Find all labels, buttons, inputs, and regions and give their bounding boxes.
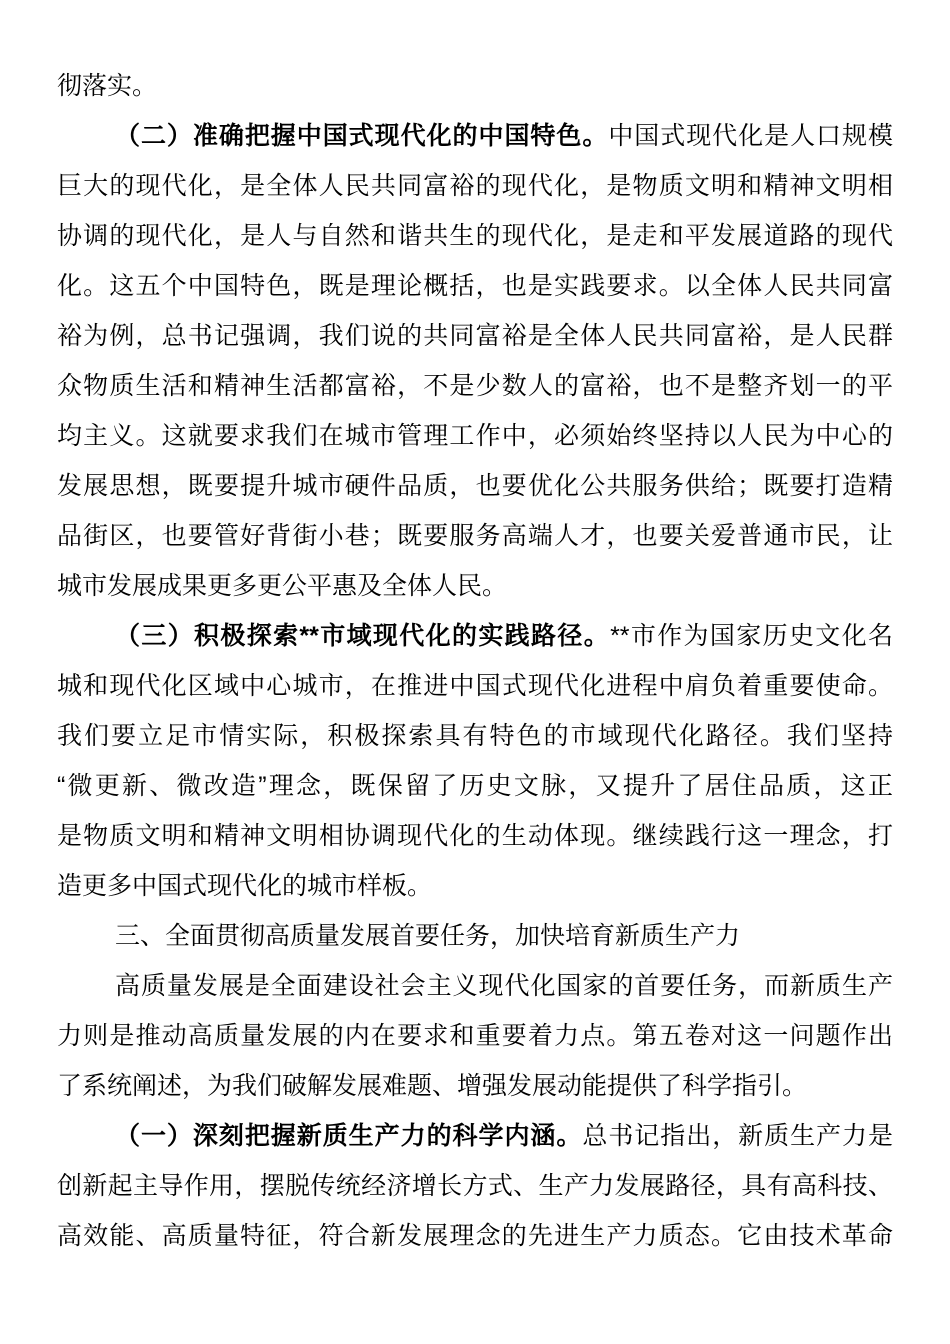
text-segment: 协调的现代化，是人与自然和谐共生的现代化，是走和平发展道路的现代 bbox=[57, 222, 893, 250]
text-segment: 彻落实。 bbox=[57, 72, 158, 100]
text-segment: 高质量发展是全面建设社会主义现代化国家的首要任务，而新质生产 bbox=[115, 972, 893, 1000]
text-segment: 城和现代化区域中心城市，在推进中国式现代化进程中肩负着重要使命。 bbox=[57, 672, 893, 700]
text-segment: 创新起主导作用，摆脱传统经济增长方式、生产力发展路径，具有高科技、 bbox=[57, 1172, 893, 1200]
text-line bbox=[57, 311, 893, 361]
text-line bbox=[57, 361, 893, 411]
text-segment: 总书记指出，新质生产力是 bbox=[582, 1122, 893, 1150]
text-segment: “微更新、微改造”理念，既保留了历史文脉，又提升了居住品质，这正 bbox=[57, 772, 893, 800]
text-segment: 中国式现代化是人口规模 bbox=[608, 122, 893, 150]
text-line bbox=[57, 511, 893, 561]
text-line bbox=[57, 461, 893, 511]
text-segment: 裕为例，总书记强调，我们说的共同富裕是全体人民共同富裕，是人民群 bbox=[57, 322, 893, 350]
text-segment-bold: （二）准确把握中国式现代化的中国特色。 bbox=[115, 122, 609, 150]
text-line bbox=[57, 611, 893, 661]
text-line bbox=[57, 161, 893, 211]
text-segment-bold: （一）深刻把握新质生产力的科学内涵。 bbox=[115, 1122, 583, 1150]
text-line bbox=[57, 61, 893, 111]
text-segment: 了系统阐述，为我们破解发展难题、增强发展动能提供了科学指引。 bbox=[57, 1072, 808, 1100]
text-line bbox=[57, 261, 893, 311]
text-segment: 高效能、高质量特征，符合新发展理念的先进生产力质态。它由技术革命 bbox=[57, 1222, 893, 1250]
text-segment: 造更多中国式现代化的城市样板。 bbox=[57, 872, 433, 900]
text-segment-bold: （三）积极探索**市域现代化的实践路径。 bbox=[115, 622, 611, 650]
text-line bbox=[57, 961, 893, 1011]
text-segment: 众物质生活和精神生活都富裕，不是少数人的富裕，也不是整齐划一的平 bbox=[57, 372, 893, 400]
text-line bbox=[57, 761, 893, 811]
text-line bbox=[57, 1011, 893, 1061]
text-line bbox=[57, 1061, 893, 1111]
text-segment: 发展思想，既要提升城市硬件品质，也要优化公共服务供给；既要打造精 bbox=[57, 472, 893, 500]
text-segment: 化。这五个中国特色，既是理论概括，也是实践要求。以全体人民共同富 bbox=[57, 272, 893, 300]
text-segment: 巨大的现代化，是全体人民共同富裕的现代化，是物质文明和精神文明相 bbox=[57, 172, 893, 200]
text-segment: **市作为国家历史文化名 bbox=[610, 622, 893, 650]
document-body bbox=[57, 61, 893, 1261]
text-segment: 我们要立足市情实际，积极探索具有特色的市域现代化路径。我们坚持 bbox=[57, 722, 893, 750]
text-line bbox=[57, 861, 893, 911]
text-line bbox=[57, 711, 893, 761]
text-line bbox=[57, 211, 893, 261]
text-segment: 品街区，也要管好背街小巷；既要服务高端人才，也要关爱普通市民，让 bbox=[57, 522, 893, 550]
text-line bbox=[57, 1161, 893, 1211]
text-line bbox=[57, 1211, 893, 1261]
text-segment: 是物质文明和精神文明相协调现代化的生动体现。继续践行这一理念，打 bbox=[57, 822, 893, 850]
text-line bbox=[57, 811, 893, 861]
text-line bbox=[57, 111, 893, 161]
text-line bbox=[57, 911, 893, 961]
text-segment: 城市发展成果更多更公平惠及全体人民。 bbox=[57, 572, 508, 600]
text-segment: 三、全面贯彻高质量发展首要任务，加快培育新质生产力 bbox=[115, 922, 741, 950]
text-segment: 均主义。这就要求我们在城市管理工作中，必须始终坚持以人民为中心的 bbox=[57, 422, 893, 450]
text-line bbox=[57, 411, 893, 461]
text-line bbox=[57, 561, 893, 611]
text-line bbox=[57, 661, 893, 711]
text-line bbox=[57, 1111, 893, 1161]
text-segment: 力则是推动高质量发展的内在要求和重要着力点。第五卷对这一问题作出 bbox=[57, 1022, 893, 1050]
